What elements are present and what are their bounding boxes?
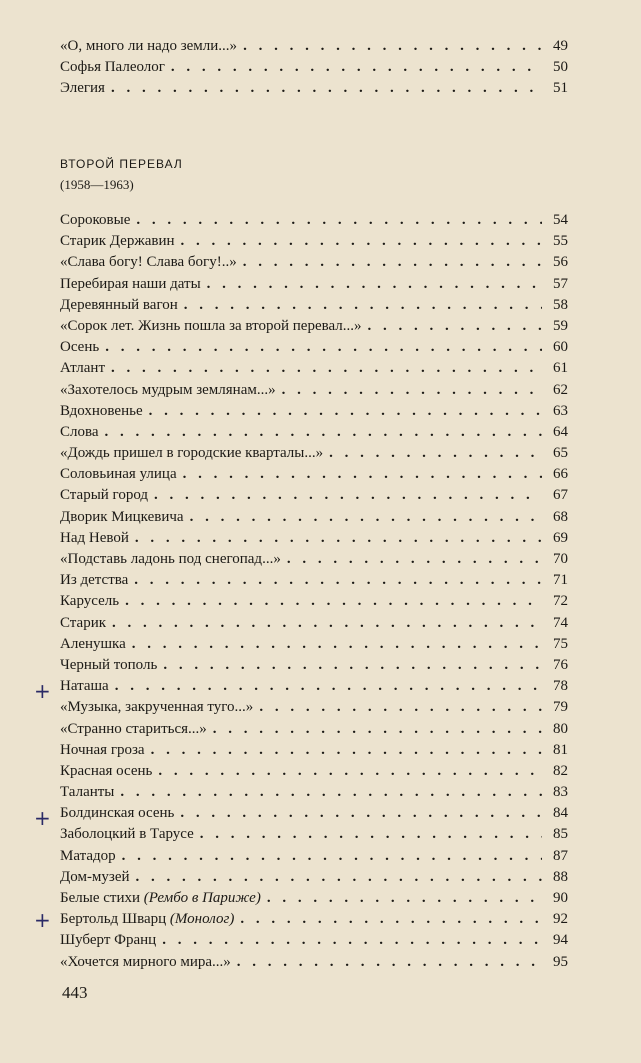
dot-leader — [267, 888, 542, 909]
toc-entry — [60, 443, 568, 464]
toc-entry — [60, 888, 568, 909]
dot-leader — [287, 549, 542, 570]
toc-entry-title: «Хочется мирного мира...» — [60, 953, 231, 970]
toc-entry — [60, 740, 568, 761]
toc-entry-title — [60, 888, 261, 909]
toc-entry-title: Деревянный вагон — [60, 296, 178, 313]
dot-leader — [151, 740, 542, 761]
toc-entry-page: 65 — [553, 445, 568, 462]
toc-entry — [60, 909, 568, 930]
toc-entry-title: «Подставь ладонь под снегопад...» — [60, 551, 281, 567]
toc-entry-page: 63 — [553, 402, 568, 419]
toc-entry-page: 50 — [553, 59, 568, 76]
dot-leader — [134, 570, 542, 591]
toc-entry-title: Карусель — [60, 593, 120, 610]
toc-entry — [60, 549, 568, 570]
toc-entry-title: Старик Державин — [60, 233, 175, 250]
toc-entry-page: 66 — [553, 466, 568, 483]
dot-leader — [125, 591, 542, 612]
dot-leader — [213, 719, 542, 740]
toc-entry-title: Старый город — [60, 487, 149, 504]
toc-entry-title: Красная осень — [60, 762, 153, 779]
toc-entry — [60, 867, 568, 888]
toc-entry — [60, 676, 568, 697]
toc-entry-page: 88 — [553, 868, 568, 885]
dot-leader — [162, 930, 542, 951]
dot-leader — [190, 507, 542, 528]
toc-entry — [60, 422, 568, 443]
toc-entry-title: Матадор — [60, 847, 116, 864]
toc-entry — [60, 952, 568, 973]
toc-entry-page: 68 — [553, 508, 568, 525]
toc-entry-page: 51 — [553, 80, 568, 97]
toc-entry-title: Осень — [60, 339, 100, 356]
page-number: 443 — [62, 983, 88, 1002]
toc-entry — [60, 78, 568, 99]
toc-entry-page: 75 — [553, 635, 568, 652]
toc-entry-page: 87 — [553, 847, 568, 864]
toc-entry — [60, 507, 568, 528]
dot-leader — [368, 316, 542, 337]
toc-entry-page: 57 — [553, 275, 568, 292]
pen-cross-mark-icon: + — [34, 806, 51, 830]
toc-entry-page: 81 — [553, 741, 568, 758]
dot-leader — [171, 57, 542, 78]
dot-leader — [122, 846, 542, 867]
toc-entry-title: Болдинская осень — [60, 805, 175, 822]
toc-entry — [60, 803, 568, 824]
toc-entry-page: 62 — [553, 381, 568, 398]
dot-leader — [183, 464, 542, 485]
toc-entry-page: 61 — [553, 360, 568, 377]
toc-entry-page: 83 — [553, 784, 568, 801]
toc-entry — [60, 36, 568, 57]
dot-leader — [111, 78, 542, 99]
toc-entry — [60, 210, 568, 231]
toc-entry-title: Вдохновенье — [60, 402, 143, 419]
toc-entry-page: 56 — [553, 254, 568, 271]
toc-entry-page: 58 — [553, 296, 568, 313]
toc-entry-title: Из детства — [60, 572, 129, 589]
toc-entry-page: 74 — [553, 614, 568, 631]
toc-entry — [60, 358, 568, 379]
toc-entry-title: Наташа — [60, 678, 109, 695]
toc-entry — [60, 274, 568, 295]
pen-cross-mark-icon: + — [34, 679, 51, 703]
toc-entry-title: Сороковые — [60, 212, 131, 228]
toc-entry — [60, 930, 568, 951]
toc-entry-subtitle: (Рембо в Париже) — [143, 890, 261, 906]
toc-entry — [60, 655, 568, 676]
toc-entry-title-text: Бертольд Шварц — [60, 911, 170, 928]
toc-entry-page: 84 — [553, 805, 568, 822]
toc-entry-title-text: Белые стихи — [60, 890, 144, 906]
toc-entry-title: «О, много ли надо земли...» — [60, 38, 238, 54]
toc-entry-page: 59 — [553, 317, 568, 334]
toc-entry — [60, 464, 568, 485]
toc-entry-title: Слова — [60, 423, 99, 440]
toc-entry-title: Шуберт Франц — [60, 932, 157, 949]
toc-entry-page: 82 — [553, 762, 568, 779]
toc-entry — [60, 485, 568, 506]
toc-entry — [60, 761, 568, 782]
section-years: (1958—1963) — [60, 177, 134, 192]
toc-entry-page: 54 — [553, 212, 568, 228]
dot-leader — [184, 295, 542, 316]
toc-entry-page: 78 — [553, 678, 568, 695]
toc-entry-title: Элегия — [60, 80, 105, 97]
toc-entry-title: Таланты — [60, 784, 115, 801]
dot-leader — [136, 210, 542, 231]
toc-entry — [60, 591, 568, 612]
toc-entry-page: 60 — [553, 339, 568, 356]
toc-entry-title: Черный тополь — [60, 656, 158, 673]
dot-leader — [115, 676, 542, 697]
toc-entry-title: «Сорок лет. Жизнь пошла за второй перевал...» — [60, 317, 362, 334]
toc-entry-page: 64 — [553, 423, 568, 440]
toc-entry-page: 76 — [553, 656, 568, 673]
dot-leader — [163, 655, 542, 676]
toc-entry-title: Софья Палеолог — [60, 59, 165, 76]
toc-entry-page: 95 — [553, 953, 568, 970]
toc-entry — [60, 57, 568, 78]
toc-entry-title: «Захотелось мудрым землянам...» — [60, 381, 276, 398]
dot-leader — [154, 485, 542, 506]
dot-leader — [105, 337, 542, 358]
toc-entry-page: 92 — [553, 911, 568, 928]
toc-entry-page: 79 — [553, 699, 568, 716]
dot-leader — [243, 36, 542, 57]
dot-leader — [158, 761, 542, 782]
toc-entry-title: Соловьиная улица — [60, 466, 177, 483]
toc-entry — [60, 846, 568, 867]
toc-entry — [60, 337, 568, 358]
toc-entry — [60, 719, 568, 740]
toc-entry-title: Старик — [60, 614, 107, 631]
toc-entry — [60, 697, 568, 718]
toc-entry-page: 67 — [553, 487, 568, 504]
toc-entry — [60, 401, 568, 422]
toc-entry-title: Над Невой — [60, 529, 129, 546]
toc-entry-page: 70 — [553, 551, 568, 567]
dot-leader — [180, 803, 542, 824]
dot-leader — [329, 443, 542, 464]
toc-entry-page: 49 — [553, 38, 568, 54]
dot-leader — [259, 697, 542, 718]
toc-entry — [60, 316, 568, 337]
toc-entry-title: Дворик Мицкевича — [60, 508, 184, 525]
toc-entry-title: Перебирая наши даты — [60, 275, 201, 292]
dot-leader — [105, 422, 542, 443]
pen-cross-mark-icon: + — [34, 908, 51, 932]
section-heading: ВТОРОЙ ПЕРЕВАЛ — [60, 157, 183, 171]
dot-leader — [112, 613, 542, 634]
dot-leader — [207, 274, 542, 295]
dot-leader — [200, 824, 542, 845]
toc-section-list — [60, 210, 568, 973]
toc-entry-title: Заболоцкий в Тарусе — [60, 826, 194, 843]
toc-entry — [60, 252, 568, 273]
toc-entry-title: «Музыка, закрученная туго...» — [60, 699, 254, 716]
toc-entry-page: 90 — [553, 890, 568, 906]
toc-entry — [60, 782, 568, 803]
dot-leader — [181, 231, 543, 252]
toc-entry-title: «Странно стариться...» — [60, 720, 207, 737]
dot-leader — [237, 952, 542, 973]
toc-entry — [60, 231, 568, 252]
toc-entry-title: Ночная гроза — [60, 741, 145, 758]
toc-entry-page: 72 — [553, 593, 568, 610]
toc-entry — [60, 634, 568, 655]
toc-entry-subtitle: (Монолог) — [169, 911, 235, 928]
toc-entry-page: 85 — [553, 826, 568, 843]
dot-leader — [135, 528, 542, 549]
toc-entry — [60, 380, 568, 401]
toc-entry-page: 55 — [553, 233, 568, 250]
toc-entry-title: Аленушка — [60, 635, 126, 652]
toc-entry-page: 80 — [553, 720, 568, 737]
toc-first-block — [60, 36, 568, 100]
toc-entry-title: Атлант — [60, 360, 105, 377]
toc-entry — [60, 824, 568, 845]
dot-leader — [240, 909, 542, 930]
toc-entry — [60, 570, 568, 591]
toc-entry-title: «Слава богу! Слава богу!..» — [60, 254, 237, 271]
toc-entry — [60, 613, 568, 634]
toc-entry-page: 94 — [553, 932, 568, 949]
toc-entry-page: 69 — [553, 529, 568, 546]
dot-leader — [132, 634, 542, 655]
toc-entry-title — [60, 909, 234, 930]
dot-leader — [243, 252, 542, 273]
dot-leader — [149, 401, 542, 422]
toc-entry — [60, 295, 568, 316]
dot-leader — [136, 867, 542, 888]
dot-leader — [282, 380, 542, 401]
dot-leader — [120, 782, 542, 803]
toc-entry-title: «Дождь пришел в городские кварталы...» — [60, 445, 324, 462]
toc-entry-page: 71 — [553, 572, 568, 589]
dot-leader — [111, 358, 542, 379]
toc-entry-title: Дом-музей — [60, 868, 130, 885]
toc-entry — [60, 528, 568, 549]
